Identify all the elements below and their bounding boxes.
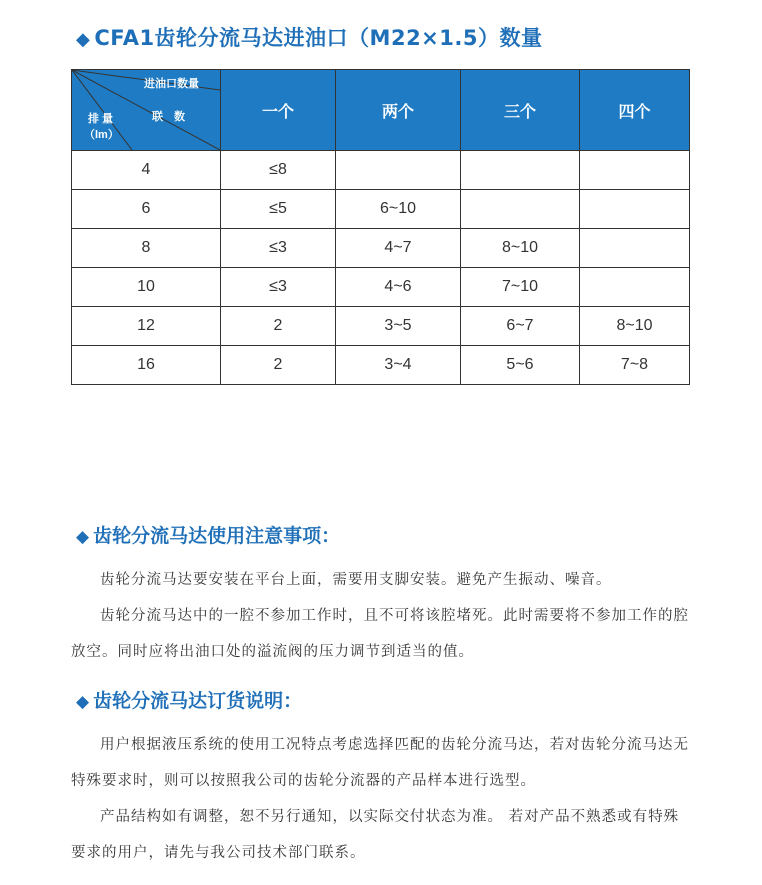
table-cell: 7~8: [580, 346, 690, 385]
table-cell: 2: [221, 307, 336, 346]
table-cell: [580, 151, 690, 190]
diamond-bullet-icon: ◆: [76, 527, 90, 547]
order-heading: [76, 686, 302, 713]
table-cell: [461, 151, 580, 190]
table-cell: 6: [72, 190, 221, 229]
table-cell: 4~6: [336, 268, 461, 307]
corner-label-ports: 进油口数量: [144, 78, 199, 90]
table-row: [72, 307, 690, 346]
table-cell: 3~4: [336, 346, 461, 385]
table-row: [72, 268, 690, 307]
table-cell: 8~10: [461, 229, 580, 268]
table-cell: [461, 190, 580, 229]
table-cell: [580, 190, 690, 229]
corner-label-displacement: 排 量: [88, 113, 114, 125]
corner-label-unit: （lm）: [84, 129, 119, 141]
table-header-row: [72, 70, 690, 151]
notes-heading: [76, 521, 340, 548]
page-title: [76, 22, 542, 52]
table-row: [72, 229, 690, 268]
column-header: 两个: [336, 70, 461, 151]
column-header: 三个: [461, 70, 580, 151]
port-count-table: [71, 69, 690, 385]
diamond-bullet-icon: ◆: [76, 692, 90, 712]
diamond-bullet-icon: ◆: [76, 29, 91, 50]
table-row: [72, 346, 690, 385]
table-cell: 6~10: [336, 190, 461, 229]
table-cell: 8: [72, 229, 221, 268]
page-title-text: CFA1齿轮分流马达进油口（M22×1.5）数量: [94, 26, 543, 50]
table-cell: 6~7: [461, 307, 580, 346]
column-header: 四个: [580, 70, 690, 151]
table-row: [72, 190, 690, 229]
table-cell: 10: [72, 268, 221, 307]
table-cell: 7~10: [461, 268, 580, 307]
order-heading-text: 齿轮分流马达订货说明：: [93, 690, 303, 712]
order-paragraph-2: 产品结构如有调整，恕不另行通知，以实际交付状态为准。 若对产品不熟悉或有特殊要求的用户，请先与我公司技术部门联系。: [71, 809, 680, 861]
table-cell: ≤3: [221, 229, 336, 268]
table-cell: ≤8: [221, 151, 336, 190]
table-cell: [336, 151, 461, 190]
column-header: 一个: [221, 70, 336, 151]
corner-label-sections: 联 数: [152, 111, 185, 123]
table-cell: 12: [72, 307, 221, 346]
table-corner-cell: [72, 70, 221, 151]
table-cell: 5~6: [461, 346, 580, 385]
table-cell: 2: [221, 346, 336, 385]
table-cell: [580, 229, 690, 268]
table-cell: 4~7: [336, 229, 461, 268]
notes-heading-text: 齿轮分流马达使用注意事项：: [93, 525, 341, 547]
notes-paragraph-2: 齿轮分流马达中的一腔不参加工作时，且不可将该腔堵死。此时需要将不参加工作的腔放空。同时应将出油口处的溢流阀的压力调节到适当的值。: [71, 608, 689, 660]
table-cell: 16: [72, 346, 221, 385]
table-row: [72, 151, 690, 190]
notes-paragraph-1: 齿轮分流马达要安装在平台上面，需要用支脚安装。避免产生振动、噪音。: [100, 572, 612, 588]
table-cell: [580, 268, 690, 307]
table-cell: 4: [72, 151, 221, 190]
table-cell: 8~10: [580, 307, 690, 346]
table-cell: 3~5: [336, 307, 461, 346]
order-paragraph-1: 用户根据液压系统的使用工况特点考虑选择匹配的齿轮分流马达，若对齿轮分流马达无特殊要求时，则可以按照我公司的齿轮分流器的产品样本进行选型。: [71, 737, 689, 789]
table-cell: ≤3: [221, 268, 336, 307]
table-cell: ≤5: [221, 190, 336, 229]
